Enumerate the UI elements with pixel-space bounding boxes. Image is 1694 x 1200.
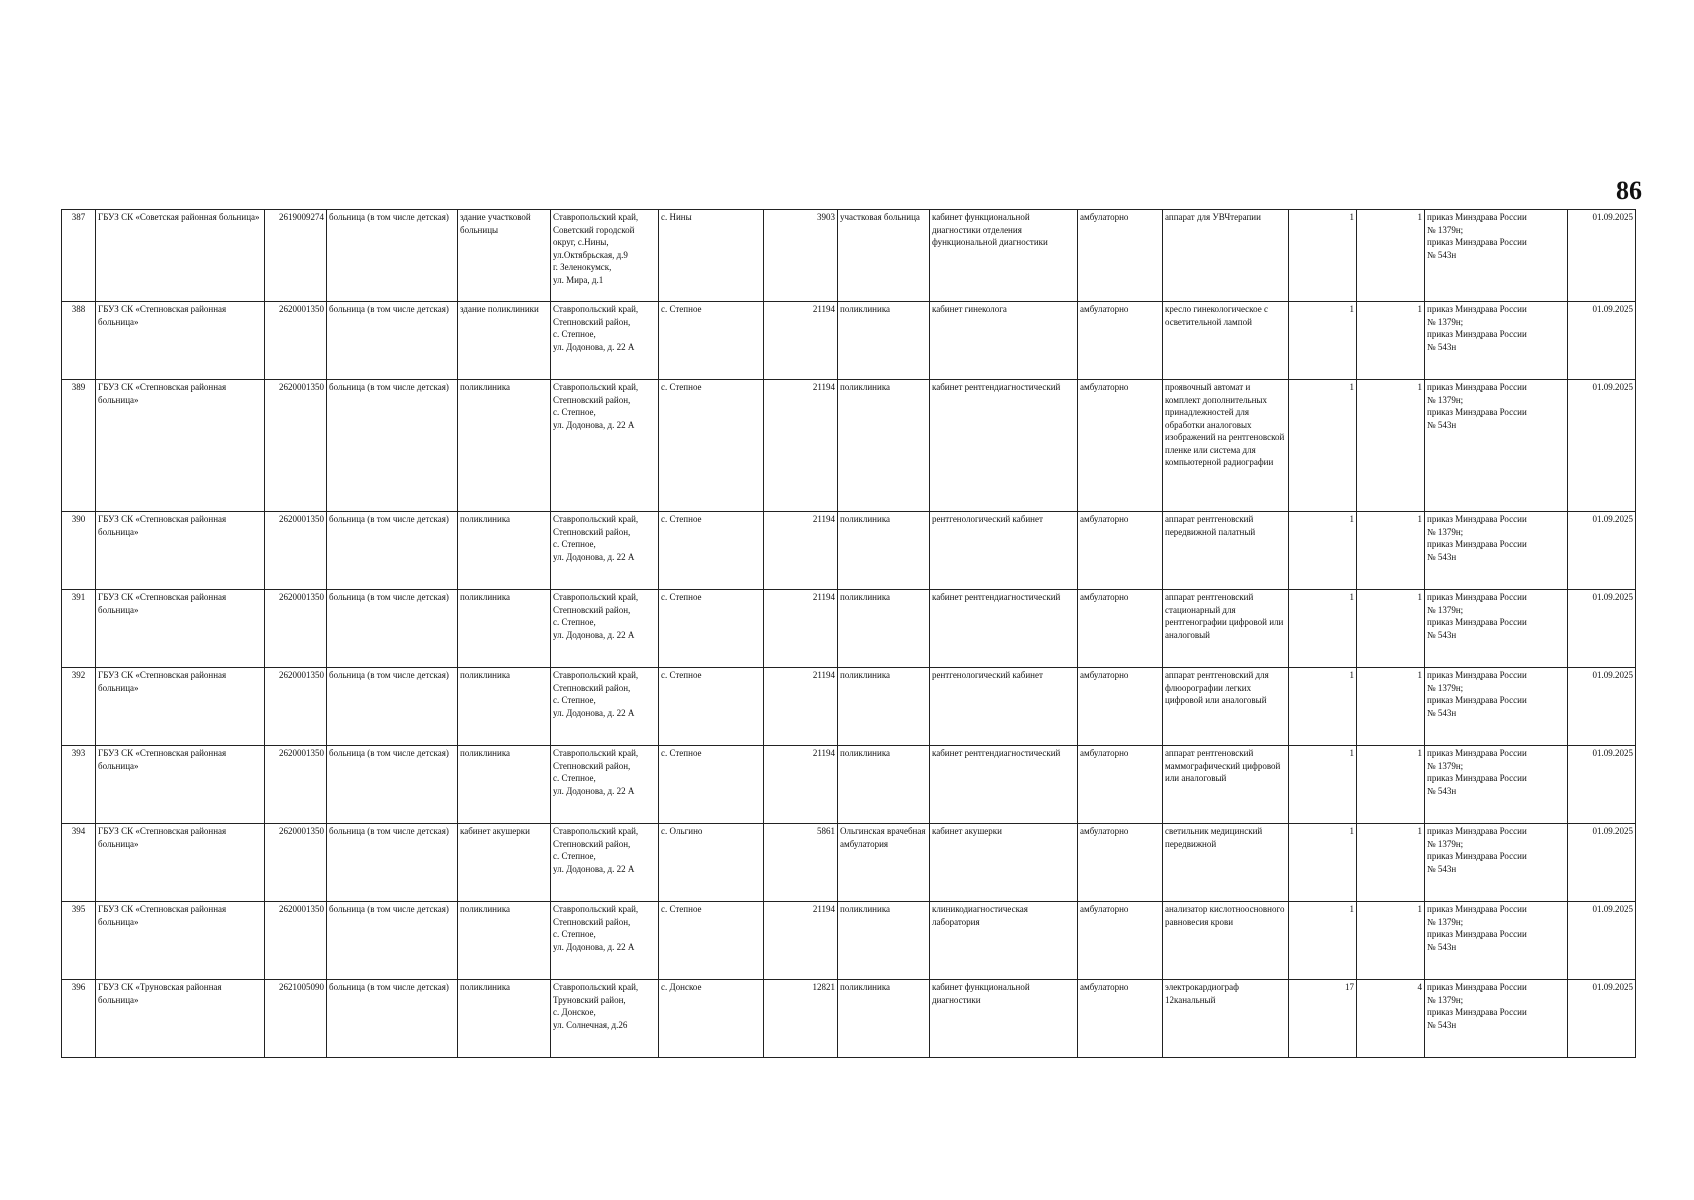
table-row xyxy=(62,210,1636,302)
organization-name: ГБУЗ СК «Степновская районная больница» xyxy=(96,746,265,824)
locality: с. Степное xyxy=(659,512,764,590)
inn-code: 2620001350 xyxy=(265,380,327,512)
population: 21194 xyxy=(764,668,838,746)
deadline-date: 01.09.2025 xyxy=(1568,380,1636,512)
organization-name: ГБУЗ СК «Степновская районная больница» xyxy=(96,590,265,668)
row-number: 392 xyxy=(62,668,96,746)
structural-unit: поликлиника xyxy=(838,590,930,668)
organization-name: ГБУЗ СК «Труновская районная больница» xyxy=(96,980,265,1058)
equipment-name: кресло гинекологическое с осветительной лампой xyxy=(1163,302,1289,380)
page-number: 86 xyxy=(1616,176,1642,205)
legal-basis: приказ Минздрава России № 1379н; приказ Минздрава России № 543н xyxy=(1425,302,1568,380)
legal-basis: приказ Минздрава России № 1379н; приказ Минздрава России № 543н xyxy=(1425,902,1568,980)
department: рентгенологический кабинет xyxy=(930,668,1078,746)
department: кабинет гинеколога xyxy=(930,302,1078,380)
quantity-required: 1 xyxy=(1289,380,1357,512)
equipment-name: проявочный автомат и комплект дополнительных принадлежностей для обработки аналоговых изображений на рентгеновской пленке или система для компьютерной радиографии xyxy=(1163,380,1289,512)
structural-unit: поликлиника xyxy=(838,512,930,590)
organization-type: больница (в том числе детская) xyxy=(327,824,458,902)
organization-name: ГБУЗ СК «Степновская районная больница» xyxy=(96,902,265,980)
organization-type: больница (в том числе детская) xyxy=(327,380,458,512)
deadline-date: 01.09.2025 xyxy=(1568,746,1636,824)
locality: с. Степное xyxy=(659,380,764,512)
structural-unit: поликлиника xyxy=(838,902,930,980)
organization-type: больница (в том числе детская) xyxy=(327,512,458,590)
equipment-name: электрокардиограф 12канальный xyxy=(1163,980,1289,1058)
table-row xyxy=(62,668,1636,746)
quantity-required: 1 xyxy=(1289,512,1357,590)
department: кабинет акушерки xyxy=(930,824,1078,902)
equipment-registry-table xyxy=(61,209,1636,1058)
deadline-date: 01.09.2025 xyxy=(1568,512,1636,590)
legal-basis: приказ Минздрава России № 1379н; приказ Минздрава России № 543н xyxy=(1425,668,1568,746)
quantity-present: 4 xyxy=(1357,980,1425,1058)
quantity-required: 1 xyxy=(1289,590,1357,668)
row-number: 387 xyxy=(62,210,96,302)
care-conditions: амбулаторно xyxy=(1078,902,1163,980)
structural-unit: поликлиника xyxy=(838,302,930,380)
row-number: 396 xyxy=(62,980,96,1058)
address: Ставропольский край, Степновский район, с. Степное, ул. Додонова, д. 22 А xyxy=(551,668,659,746)
inn-code: 2621005090 xyxy=(265,980,327,1058)
quantity-present: 1 xyxy=(1357,210,1425,302)
address: Ставропольский край, Труновский район, с. Донское, ул. Солнечная, д.26 xyxy=(551,980,659,1058)
organization-name: ГБУЗ СК «Степновская районная больница» xyxy=(96,302,265,380)
row-number: 393 xyxy=(62,746,96,824)
equipment-name: аппарат рентгеновский стационарный для рентгенографии цифровой или аналоговый xyxy=(1163,590,1289,668)
care-conditions: амбулаторно xyxy=(1078,210,1163,302)
deadline-date: 01.09.2025 xyxy=(1568,590,1636,668)
locality: с. Донское xyxy=(659,980,764,1058)
population: 5861 xyxy=(764,824,838,902)
building-name: здание участковой больницы xyxy=(458,210,551,302)
department: кабинет рентгендиагностический xyxy=(930,746,1078,824)
structural-unit: поликлиника xyxy=(838,980,930,1058)
deadline-date: 01.09.2025 xyxy=(1568,302,1636,380)
care-conditions: амбулаторно xyxy=(1078,512,1163,590)
department: кабинет функциональной диагностики отделения функциональной диагностики xyxy=(930,210,1078,302)
department: рентгенологический кабинет xyxy=(930,512,1078,590)
row-number: 388 xyxy=(62,302,96,380)
population: 21194 xyxy=(764,302,838,380)
building-name: поликлиника xyxy=(458,746,551,824)
building-name: поликлиника xyxy=(458,980,551,1058)
building-name: поликлиника xyxy=(458,902,551,980)
inn-code: 2620001350 xyxy=(265,512,327,590)
building-name: кабинет акушерки xyxy=(458,824,551,902)
row-number: 389 xyxy=(62,380,96,512)
equipment-name: светильник медицинский передвижной xyxy=(1163,824,1289,902)
organization-type: больница (в том числе детская) xyxy=(327,590,458,668)
address: Ставропольский край, Степновский район, с. Степное, ул. Додонова, д. 22 А xyxy=(551,902,659,980)
deadline-date: 01.09.2025 xyxy=(1568,980,1636,1058)
equipment-name: аппарат рентгеновский передвижной палатный xyxy=(1163,512,1289,590)
quantity-present: 1 xyxy=(1357,590,1425,668)
organization-name: ГБУЗ СК «Степновская районная больница» xyxy=(96,668,265,746)
quantity-present: 1 xyxy=(1357,302,1425,380)
equipment-name: аппарат рентгеновский маммографический цифровой или аналоговый xyxy=(1163,746,1289,824)
quantity-present: 1 xyxy=(1357,902,1425,980)
quantity-required: 17 xyxy=(1289,980,1357,1058)
quantity-required: 1 xyxy=(1289,824,1357,902)
organization-type: больница (в том числе детская) xyxy=(327,302,458,380)
organization-name: ГБУЗ СК «Советская районная больница» xyxy=(96,210,265,302)
locality: с. Степное xyxy=(659,746,764,824)
organization-name: ГБУЗ СК «Степновская районная больница» xyxy=(96,512,265,590)
quantity-present: 1 xyxy=(1357,668,1425,746)
equipment-name: аппарат рентгеновский для флюорографии легких цифровой или аналоговый xyxy=(1163,668,1289,746)
structural-unit: поликлиника xyxy=(838,668,930,746)
address: Ставропольский край, Степновский район, с. Степное, ул. Додонова, д. 22 А xyxy=(551,746,659,824)
inn-code: 2620001350 xyxy=(265,746,327,824)
structural-unit: поликлиника xyxy=(838,380,930,512)
locality: с. Нины xyxy=(659,210,764,302)
legal-basis: приказ Минздрава России № 1379н; приказ Минздрава России № 543н xyxy=(1425,746,1568,824)
equipment-name: аппарат для УВЧтерапии xyxy=(1163,210,1289,302)
quantity-required: 1 xyxy=(1289,902,1357,980)
inn-code: 2620001350 xyxy=(265,824,327,902)
quantity-required: 1 xyxy=(1289,302,1357,380)
department: кабинет рентгендиагностический xyxy=(930,590,1078,668)
legal-basis: приказ Минздрава России № 1379н; приказ Минздрава России № 543н xyxy=(1425,380,1568,512)
legal-basis: приказ Минздрава России № 1379н; приказ Минздрава России № 543н xyxy=(1425,210,1568,302)
care-conditions: амбулаторно xyxy=(1078,590,1163,668)
locality: с. Степное xyxy=(659,590,764,668)
organization-type: больница (в том числе детская) xyxy=(327,210,458,302)
locality: с. Степное xyxy=(659,902,764,980)
organization-type: больница (в том числе детская) xyxy=(327,668,458,746)
address: Ставропольский край, Степновский район, с. Степное, ул. Додонова, д. 22 А xyxy=(551,302,659,380)
table-row xyxy=(62,302,1636,380)
quantity-present: 1 xyxy=(1357,824,1425,902)
row-number: 395 xyxy=(62,902,96,980)
inn-code: 2620001350 xyxy=(265,902,327,980)
deadline-date: 01.09.2025 xyxy=(1568,824,1636,902)
building-name: поликлиника xyxy=(458,668,551,746)
table-body xyxy=(62,210,1636,1058)
deadline-date: 01.09.2025 xyxy=(1568,902,1636,980)
organization-name: ГБУЗ СК «Степновская районная больница» xyxy=(96,380,265,512)
structural-unit: участковая больница xyxy=(838,210,930,302)
address: Ставропольский край, Советский городской округ, с.Нины, ул.Октябрьская, д.9 г. Зеленокумск, ул. Мира, д.1 xyxy=(551,210,659,302)
inn-code: 2620001350 xyxy=(265,668,327,746)
structural-unit: Ольгинская врачебная амбулатория xyxy=(838,824,930,902)
population: 12821 xyxy=(764,980,838,1058)
legal-basis: приказ Минздрава России № 1379н; приказ Минздрава России № 543н xyxy=(1425,824,1568,902)
legal-basis: приказ Минздрава России № 1379н; приказ Минздрава России № 543н xyxy=(1425,980,1568,1058)
row-number: 390 xyxy=(62,512,96,590)
legal-basis: приказ Минздрава России № 1379н; приказ Минздрава России № 543н xyxy=(1425,512,1568,590)
quantity-present: 1 xyxy=(1357,746,1425,824)
care-conditions: амбулаторно xyxy=(1078,746,1163,824)
row-number: 391 xyxy=(62,590,96,668)
table-row xyxy=(62,824,1636,902)
population: 3903 xyxy=(764,210,838,302)
inn-code: 2620001350 xyxy=(265,302,327,380)
building-name: поликлиника xyxy=(458,590,551,668)
building-name: поликлиника xyxy=(458,380,551,512)
organization-type: больница (в том числе детская) xyxy=(327,980,458,1058)
quantity-present: 1 xyxy=(1357,380,1425,512)
care-conditions: амбулаторно xyxy=(1078,668,1163,746)
table-row xyxy=(62,590,1636,668)
organization-type: больница (в том числе детская) xyxy=(327,902,458,980)
population: 21194 xyxy=(764,746,838,824)
legal-basis: приказ Минздрава России № 1379н; приказ Минздрава России № 543н xyxy=(1425,590,1568,668)
inn-code: 2619009274 xyxy=(265,210,327,302)
structural-unit: поликлиника xyxy=(838,746,930,824)
population: 21194 xyxy=(764,512,838,590)
locality: с. Степное xyxy=(659,302,764,380)
deadline-date: 01.09.2025 xyxy=(1568,210,1636,302)
quantity-required: 1 xyxy=(1289,668,1357,746)
quantity-present: 1 xyxy=(1357,512,1425,590)
locality: с. Степное xyxy=(659,668,764,746)
address: Ставропольский край, Степновский район, с. Степное, ул. Додонова, д. 22 А xyxy=(551,824,659,902)
table-row xyxy=(62,746,1636,824)
row-number: 394 xyxy=(62,824,96,902)
address: Ставропольский край, Степновский район, с. Степное, ул. Додонова, д. 22 А xyxy=(551,590,659,668)
organization-name: ГБУЗ СК «Степновская районная больница» xyxy=(96,824,265,902)
table-row xyxy=(62,980,1636,1058)
quantity-required: 1 xyxy=(1289,746,1357,824)
table-row xyxy=(62,380,1636,512)
department: кабинет рентгендиагностический xyxy=(930,380,1078,512)
population: 21194 xyxy=(764,902,838,980)
population: 21194 xyxy=(764,590,838,668)
department: клиникодиагностическая лаборатория xyxy=(930,902,1078,980)
quantity-required: 1 xyxy=(1289,210,1357,302)
address: Ставропольский край, Степновский район, с. Степное, ул. Додонова, д. 22 А xyxy=(551,512,659,590)
care-conditions: амбулаторно xyxy=(1078,980,1163,1058)
care-conditions: амбулаторно xyxy=(1078,380,1163,512)
care-conditions: амбулаторно xyxy=(1078,302,1163,380)
locality: с. Ольгино xyxy=(659,824,764,902)
equipment-name: анализатор кислотноосновного равновесия крови xyxy=(1163,902,1289,980)
department: кабинет функциональной диагностики xyxy=(930,980,1078,1058)
inn-code: 2620001350 xyxy=(265,590,327,668)
building-name: поликлиника xyxy=(458,512,551,590)
population: 21194 xyxy=(764,380,838,512)
care-conditions: амбулаторно xyxy=(1078,824,1163,902)
address: Ставропольский край, Степновский район, с. Степное, ул. Додонова, д. 22 А xyxy=(551,380,659,512)
organization-type: больница (в том числе детская) xyxy=(327,746,458,824)
table-row xyxy=(62,902,1636,980)
table-row xyxy=(62,512,1636,590)
building-name: здание поликлиники xyxy=(458,302,551,380)
deadline-date: 01.09.2025 xyxy=(1568,668,1636,746)
